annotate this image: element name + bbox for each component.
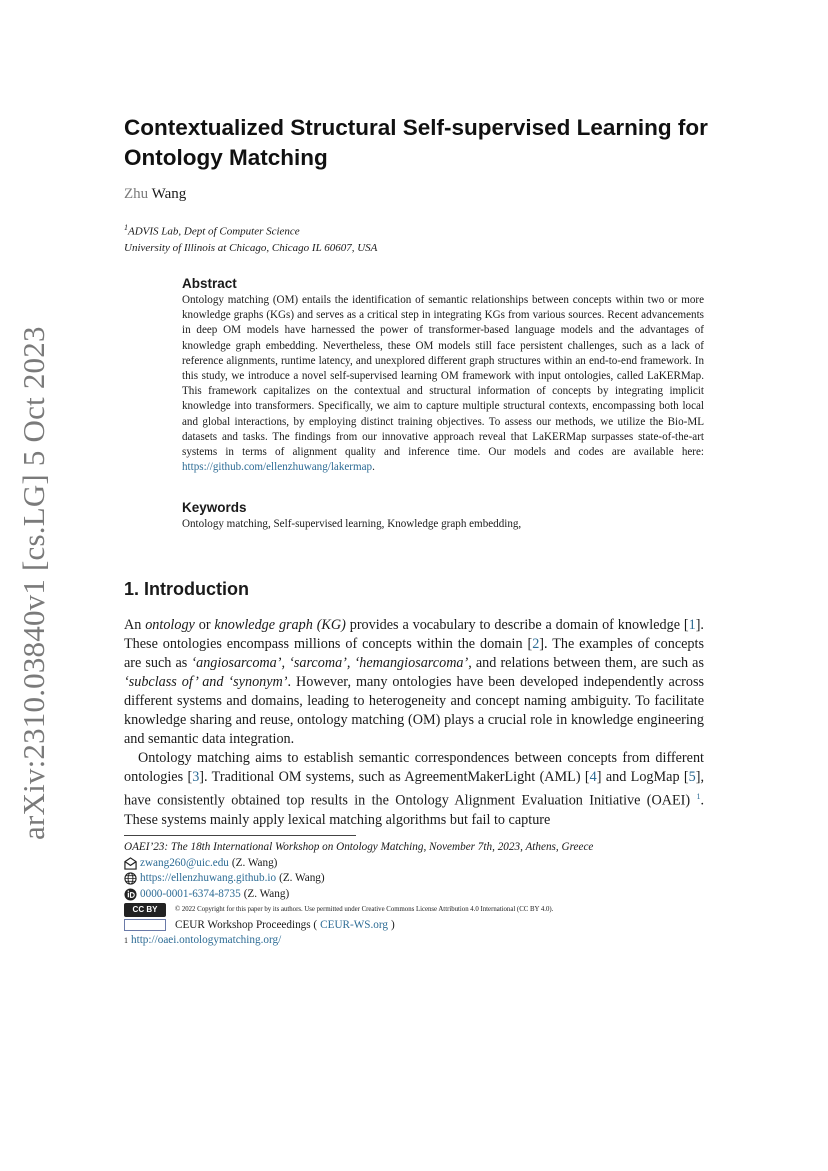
text-run: ]. The examples of concepts are such as — [124, 636, 704, 671]
abstract-text: Ontology matching (OM) entails the identification of semantic relationships between concepts within two or more knowledge graphs (KGs) and serves as a critical step in integrating KGs from various sources. Recent advancements in deep OM models have harnessed the power of transformer-based language models and the advantages of knowledge graph embedding. Nevertheless, these OM models still face persistent challenges, such as a lack of reference alignments, runtime latency, and unexplored different graph structures within an end-to-end framework. In this study, we introduce a novel self-supervised learning OM framework with input ontologies, called LaKERMap. This framework capitalizes on the contextual and structural information of concepts by integrating implicit knowledge into transformers. Specifically, we aim to capture multiple structural contexts, encompassing both local and global interactions, by employing distinct training objectives. To assess our methods, we utilize the Bio-ML datasets and tasks. The findings from our innovative approach reveal that LaKERMap surpasses state-of-the-art systems in terms of alignment quality and inference time. Our models and codes are available here: — [182, 294, 704, 459]
footnotes — [124, 840, 724, 949]
ceur-suffix: ) — [391, 918, 395, 931]
keywords-heading: Keywords — [182, 500, 247, 515]
affiliation-mark: 1 — [124, 223, 128, 232]
footnote-rule — [124, 835, 356, 836]
intro-paragraph-1 — [124, 616, 704, 749]
email-suffix: (Z. Wang) — [231, 856, 278, 869]
text-run: ] and LogMap [ — [596, 769, 689, 785]
abstract-end: . — [372, 461, 375, 474]
emphasis: ‘angiosarcoma’, ‘sarcoma’, ‘hemangiosarcoma’ — [191, 655, 469, 671]
cc-license-badge: CC BY — [124, 903, 166, 917]
oaei-link[interactable]: http://oaei.ontologymatching.org/ — [131, 934, 282, 946]
text-run: . However, many ontologies have been developed independently across different systems and domains, leading to heterogeneity and concept naming ambiguity. To facilitate knowledge sharing and reuse, ontology matching (OM) plays a crucial role in knowledge engineering and semantic data integration. — [124, 674, 704, 747]
text-run: or — [194, 617, 215, 633]
text-run: ], have consistently obtained top results in the Ontology Alignment Evaluation Initiative (OAEI) — [124, 769, 704, 809]
text-run: ]. These ontologies encompass millions of concepts within the domain [ — [124, 617, 704, 652]
text-run: An — [124, 617, 146, 633]
email-line — [124, 856, 724, 872]
copyright-text: © 2022 Copyright for this paper by its authors. Use permitted under Creative Commons License Attribution 4.0 International (CC BY 4.0). — [175, 906, 554, 913]
emphasis: knowledge graph (KG) — [214, 617, 346, 633]
affiliation-line1: ADVIS Lab, Dept of Computer Science — [128, 225, 300, 238]
affiliation-line2: University of Illinois at Chicago, Chicago IL 60607, USA — [124, 241, 378, 254]
paper-title: Contextualized Structural Self-supervised Learning for Ontology Matching — [124, 115, 708, 170]
abstract-body — [182, 293, 704, 475]
orcid-suffix: (Z. Wang) — [243, 887, 290, 900]
author-family-name: Wang — [151, 186, 187, 202]
text-run: provides a vocabulary to describe a domain of knowledge [ — [345, 617, 689, 633]
citation-link[interactable]: 1 — [688, 617, 696, 633]
emphasis: ‘subclass of’ and ‘synonym’ — [124, 674, 288, 690]
web-suffix: (Z. Wang) — [279, 872, 325, 884]
emphasis: ontology — [145, 617, 195, 633]
intro-paragraph-2 — [124, 749, 704, 830]
author-given-name: Zhu — [124, 186, 149, 202]
conference-note: OAEI’23: The 18th International Workshop on Ontology Matching, November 7th, 2023, Athens, Greece — [124, 841, 594, 853]
web-line — [124, 871, 724, 887]
text-run: , and relations between them, are such as — [468, 655, 704, 671]
citation-link[interactable]: 2 — [532, 636, 540, 652]
ceur-logo-icon — [124, 919, 166, 931]
globe-icon — [124, 872, 137, 885]
email-icon — [124, 857, 137, 870]
citation-link[interactable]: 3 — [192, 769, 200, 785]
footnote-1-mark: 1 — [124, 936, 128, 945]
text-run: Ontology matching aims to establish semantic correspondences between concepts from different ontologies [ — [124, 750, 704, 785]
orcid-icon — [124, 888, 137, 901]
website-link[interactable]: https://ellenzhuwang.github.io — [140, 872, 277, 884]
orcid-line — [124, 887, 724, 903]
citation-link[interactable]: 5 — [688, 769, 696, 785]
abstract-heading: Abstract — [182, 276, 237, 291]
citation-link[interactable]: 4 — [589, 769, 597, 785]
orcid-link[interactable]: 0000-0001-6374-8735 — [140, 887, 241, 900]
email-link[interactable]: zwang260@uic.edu — [140, 856, 229, 869]
ceur-prefix: CEUR Workshop Proceedings ( — [175, 918, 318, 931]
keywords-list: Ontology matching, Self-supervised learning, Knowledge graph embedding, — [182, 518, 522, 530]
copyright-line — [124, 902, 724, 918]
ceur-link[interactable]: CEUR-WS.org — [320, 918, 389, 931]
text-run: . These systems mainly apply lexical matching algorithms but fail to capture — [124, 792, 704, 828]
author — [124, 186, 186, 203]
arxiv-stamp: arXiv:2310.03840v1 [cs.LG] 5 Oct 2023 — [16, 326, 51, 840]
text-run: ]. Traditional OM systems, such as AgreementMakerLight (AML) [ — [199, 769, 590, 785]
footnote-mark[interactable]: 1 — [696, 792, 701, 801]
code-link[interactable]: https://github.com/ellenzhuwang/lakermap — [182, 461, 373, 474]
footnote-1 — [124, 933, 724, 949]
introduction-heading: 1. Introduction — [124, 579, 249, 599]
affiliation — [124, 220, 377, 256]
ceur-line — [124, 918, 724, 934]
